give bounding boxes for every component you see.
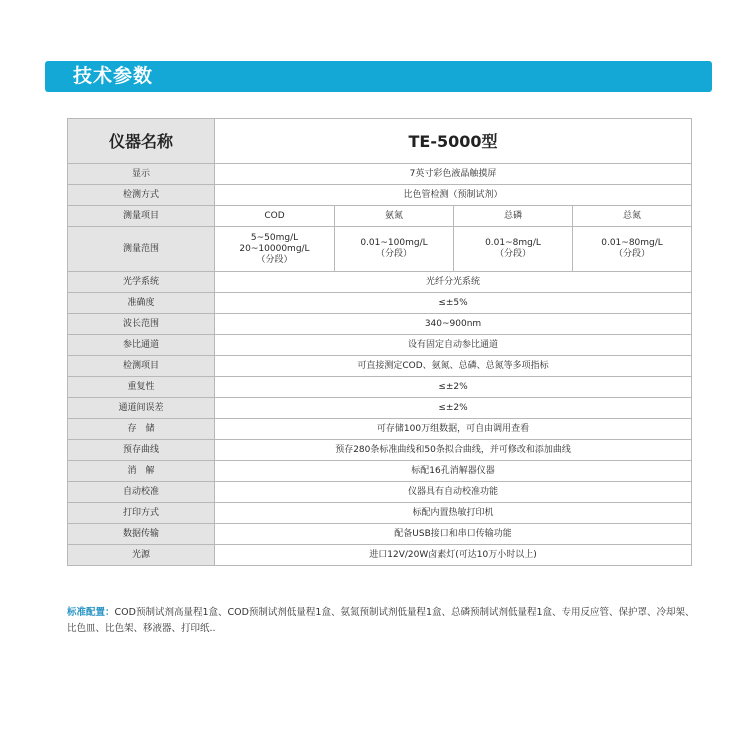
range-line: （分段） bbox=[375, 249, 412, 259]
range-line: 0.01~100mg/L bbox=[360, 238, 428, 248]
range-nitrogen bbox=[573, 227, 692, 272]
range-line: 20~10000mg/L bbox=[239, 243, 310, 254]
range-line: （分段） bbox=[494, 249, 531, 259]
row-value: 预存280条标准曲线和50条拟合曲线，并可修改和添加曲线 bbox=[215, 440, 692, 461]
row-value: 比色管检测（预制试剂） bbox=[215, 185, 692, 206]
row-value: 设有固定自动参比通道 bbox=[215, 335, 692, 356]
table-row bbox=[68, 356, 692, 377]
row-value: 标配内置热敏打印机 bbox=[215, 503, 692, 524]
item-nitrogen: 总氮 bbox=[573, 206, 692, 227]
table-row-range bbox=[68, 227, 692, 272]
range-line: 0.01~8mg/L bbox=[485, 238, 541, 248]
row-label: 参比通道 bbox=[68, 335, 215, 356]
row-label: 数据传输 bbox=[68, 524, 215, 545]
row-label: 测量范围 bbox=[68, 227, 215, 272]
table-row bbox=[68, 293, 692, 314]
range-line: （分段） bbox=[614, 249, 651, 259]
row-label: 光学系统 bbox=[68, 272, 215, 293]
row-value: 7英寸彩色液晶触摸屏 bbox=[215, 164, 692, 185]
header-label: 仪器名称 bbox=[68, 119, 215, 164]
row-label: 准确度 bbox=[68, 293, 215, 314]
range-ammonia bbox=[335, 227, 454, 272]
table-row bbox=[68, 377, 692, 398]
row-value: 仪器具有自动校准功能 bbox=[215, 482, 692, 503]
range-line: （分段） bbox=[256, 254, 293, 265]
standard-config bbox=[67, 605, 697, 637]
range-line: 0.01~80mg/L bbox=[601, 238, 663, 248]
table-row bbox=[68, 335, 692, 356]
table-row bbox=[68, 185, 692, 206]
table-row bbox=[68, 482, 692, 503]
section-title: 技术参数 bbox=[73, 65, 154, 87]
table-row bbox=[68, 503, 692, 524]
row-value: 光纤分光系统 bbox=[215, 272, 692, 293]
range-phosphorus bbox=[454, 227, 573, 272]
row-label: 通道间误差 bbox=[68, 398, 215, 419]
header-model: TE-5000型 bbox=[215, 119, 692, 164]
table-header-row bbox=[68, 119, 692, 164]
table-row bbox=[68, 272, 692, 293]
row-value: ≤±2% bbox=[215, 398, 692, 419]
row-value: 标配16孔消解器仪器 bbox=[215, 461, 692, 482]
row-label: 自动校准 bbox=[68, 482, 215, 503]
row-value: 进口12V/20W卤素灯(可达10万小时以上) bbox=[215, 545, 692, 566]
row-value: ≤±5% bbox=[215, 293, 692, 314]
row-label: 打印方式 bbox=[68, 503, 215, 524]
table-row-items bbox=[68, 206, 692, 227]
row-value: 配备USB接口和串口传输功能 bbox=[215, 524, 692, 545]
row-label: 显示 bbox=[68, 164, 215, 185]
section-banner bbox=[45, 61, 712, 92]
row-label: 检测方式 bbox=[68, 185, 215, 206]
table-row bbox=[68, 524, 692, 545]
table-row bbox=[68, 461, 692, 482]
table-row bbox=[68, 314, 692, 335]
table-row bbox=[68, 164, 692, 185]
row-label: 测量项目 bbox=[68, 206, 215, 227]
table-row bbox=[68, 545, 692, 566]
item-ammonia: 氨氮 bbox=[335, 206, 454, 227]
row-value: 可直接测定COD、氨氮、总磷、总氮等多项指标 bbox=[215, 356, 692, 377]
table-row bbox=[68, 419, 692, 440]
row-label: 预存曲线 bbox=[68, 440, 215, 461]
config-label: 标准配置： bbox=[67, 607, 115, 618]
row-label: 存 储 bbox=[68, 419, 215, 440]
row-label: 消 解 bbox=[68, 461, 215, 482]
item-phosphorus: 总磷 bbox=[454, 206, 573, 227]
table-row bbox=[68, 398, 692, 419]
row-value: ≤±2% bbox=[215, 377, 692, 398]
row-value: 340~900nm bbox=[215, 314, 692, 335]
row-label: 波长范围 bbox=[68, 314, 215, 335]
range-cod bbox=[215, 227, 335, 272]
row-label: 光源 bbox=[68, 545, 215, 566]
config-text: COD预制试剂高量程1盒、COD预制试剂低量程1盒、氨氮预制试剂低量程1盒、总磷预制试剂低量程1盒、专用反应管、保护罩、冷却架、比色皿、比色架、移液器、打印纸.. bbox=[67, 607, 695, 634]
item-cod: COD bbox=[215, 206, 335, 227]
spec-table bbox=[67, 118, 692, 566]
row-label: 检测项目 bbox=[68, 356, 215, 377]
range-line: 5~50mg/L bbox=[250, 232, 299, 243]
row-value: 可存储100万组数据，可自由调用查看 bbox=[215, 419, 692, 440]
row-label: 重复性 bbox=[68, 377, 215, 398]
table-row bbox=[68, 440, 692, 461]
